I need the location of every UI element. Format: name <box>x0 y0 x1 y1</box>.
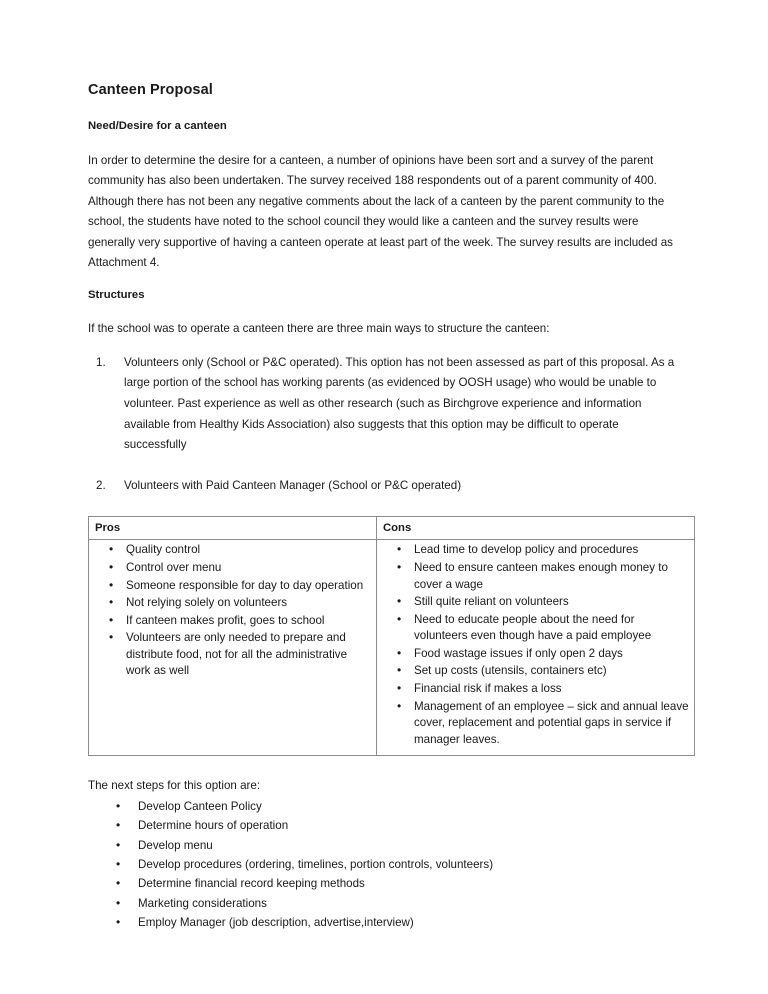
list-item: • Still quite reliant on volunteers <box>381 594 690 611</box>
structures-intro: If the school was to operate a canteen there are three main ways to structure the canteen: <box>88 322 550 336</box>
table-cell-cons <box>377 540 695 756</box>
table-header-cons: Cons <box>377 517 695 540</box>
list-item-number: 2. <box>96 478 106 492</box>
cons-list <box>381 542 690 748</box>
need-paragraph: In order to determine the desire for a canteen, a number of opinions have been sort and a survey of the parent community has also been undertaken. The survey received 188 respondents out of a parent community of 400. Although there has not been any negative comments about the lack of a canteen by the parent community to the school, the students have noted to the school council they would like a canteen and the survey results were generally very supportive of having a canteen operate at least part of the week. The survey results are included as Attachment 4. <box>88 153 673 270</box>
structures-list <box>88 353 680 497</box>
list-item: • Financial risk if makes a loss <box>381 681 690 698</box>
list-item: • Management of an employee – sick and annual leave cover, replacement and potential gaps in service if manager leaves. <box>381 699 690 749</box>
next-steps-intro: The next steps for this option are: <box>88 779 261 793</box>
table-cell-pros <box>89 540 377 756</box>
list-item-text: Volunteers only (School or P&C operated). This option has not been assessed as part of this proposal. As a large portion of the school has working parents (as evidenced by OOSH usage) who would be unable to volunteer. Past experience as well as other research (such as Birchgrove experience and information available from Healthy Kids Association) also suggests that this option may be difficult to operate successfully <box>124 355 675 452</box>
table-row <box>89 540 695 756</box>
pros-list <box>93 542 372 680</box>
page-title: Canteen Proposal <box>88 82 213 98</box>
list-item: • Set up costs (utensils, containers etc) <box>381 663 690 680</box>
list-item: • Determine hours of operation <box>88 816 680 835</box>
table-header <box>89 517 695 540</box>
list-item: • Marketing considerations <box>88 894 680 913</box>
list-item: • Volunteers are only needed to prepare and distribute food, not for all the administrative work as well <box>93 630 372 680</box>
list-item: • Not relying solely on volunteers <box>93 595 372 612</box>
table-header-pros: Pros <box>89 517 377 540</box>
section-heading-structures: Structures <box>88 289 145 302</box>
list-item: • Employ Manager (job description, advertise,interview) <box>88 913 680 932</box>
pros-cons-table <box>88 516 695 756</box>
list-item: • Food wastage issues if only open 2 days <box>381 646 690 663</box>
list-item: • If canteen makes profit, goes to school <box>93 613 372 630</box>
next-steps-list <box>88 797 680 932</box>
list-item: • Develop Canteen Policy <box>88 797 680 816</box>
list-item <box>88 476 680 497</box>
list-item: • Determine financial record keeping methods <box>88 874 680 893</box>
document-content <box>88 82 689 932</box>
list-item: • Develop procedures (ordering, timelines, portion controls, volunteers) <box>88 855 680 874</box>
list-item <box>88 353 680 456</box>
list-item: • Need to educate people about the need for volunteers even though have a paid employee <box>381 612 690 645</box>
list-item-text: Volunteers with Paid Canteen Manager (School or P&C operated) <box>124 478 462 492</box>
section-heading-need: Need/Desire for a canteen <box>88 120 227 133</box>
list-item-number: 1. <box>96 355 106 369</box>
list-item: • Lead time to develop policy and procedures <box>381 542 690 559</box>
list-item: • Need to ensure canteen makes enough money to cover a wage <box>381 560 690 593</box>
list-item: • Someone responsible for day to day operation <box>93 578 372 595</box>
list-item: • Control over menu <box>93 560 372 577</box>
table-header-row <box>89 517 695 540</box>
list-item: • Quality control <box>93 542 372 559</box>
list-item: • Develop menu <box>88 836 680 855</box>
table-body <box>89 540 695 756</box>
